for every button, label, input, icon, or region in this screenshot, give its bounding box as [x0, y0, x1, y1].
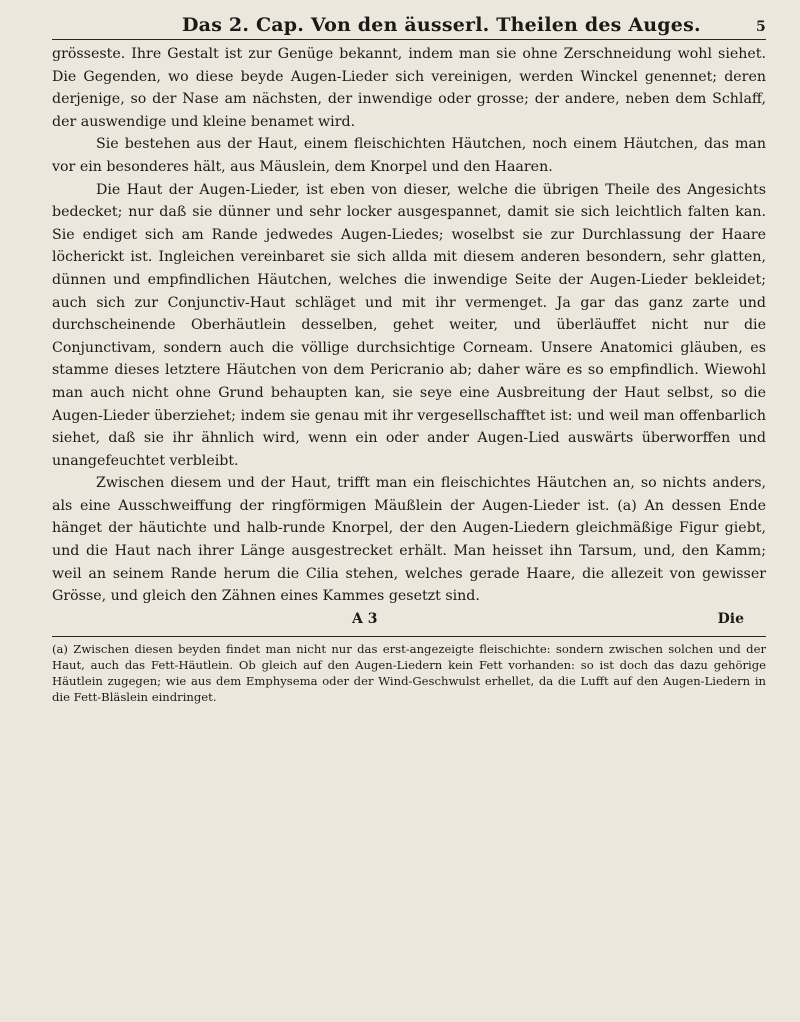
paragraph: Sie bestehen aus der Haut, einem fleischichten Häutchen, noch einem Häutchen, das man vor ein besonderes hält, aus Mäuslein, dem Knorpel und den Haaren.: [52, 136, 766, 175]
footnote-rule: [52, 636, 766, 637]
page-number: 5: [756, 19, 766, 35]
running-header: [52, 10, 766, 39]
footnote: (a) Zwischen diesen beyden findet man nicht nur das erst-angezeigte fleischichte: sondern zwischen solchen und der Haut, auch das Fett-Häutlein. Ob gleich auf den Augen-Liedern kein Fett vorhanden: so ist doch das dazu gehörige Häutlein zugegen; wie aus dem Emphysema oder der Wind-Geschwulst erhellet, da die Lufft auf den Augen-Liedern in die Fett-Bläslein eindringet.: [52, 641, 766, 705]
main-text: [52, 43, 766, 608]
catchline: [52, 608, 766, 630]
header-rule: [52, 39, 766, 40]
catchword: Die: [717, 610, 744, 627]
signature-mark: A 3: [352, 610, 378, 627]
paragraph: grösseste. Ihre Gestalt ist zur Genüge bekannt, indem man sie ohne Zerschneidung wohl siehet. Die Gegenden, wo diese beyde Augen-Lieder sich vereinigen, werden Winckel genennet; deren derjenige, so der Nase am nächsten, der inwendige oder grosse; der andere, neben dem Schlaff, der auswendige und kleine benamet wird.: [52, 46, 766, 130]
header-title: Das 2. Cap. Von den äusserl. Theilen des Auges.: [182, 14, 701, 36]
paragraph: Zwischen diesem und der Haut, trifft man ein fleischichtes Häutchen an, so nichts anders, als eine Ausschweiffung der ringförmigen Mäußlein der Augen-Lieder ist. (a) An dessen Ende hänget der häutichte und halb-runde Knorpel, der den Augen-Liedern gleichmäßige Figur giebt, und die Haut nach ihrer Länge ausgestrecket erhält. Man heisset ihn Tarsum, und, den Kamm; weil an seinem Rande herum die Cilia stehen, welches gerade Haare, die allezeit von gewisser Grösse, und gleich den Zähnen eines Kammes gesetzt sind.: [52, 475, 766, 605]
paragraph: Die Haut der Augen-Lieder, ist eben von dieser, welche die übrigen Theile des Angesichts bedecket; nur daß sie dünner und sehr locker ausgespannet, damit sie sich leichtlich falten kan. Sie endiget sich am Rande jedwedes Augen-Liedes; woselbst sie zur Durchlassung der Haare löcherickt ist. Ingleichen vereinbaret sie sich allda mit diesem anderen besondern, sehr glatten, dünnen und empfindlichen Häutchen, welches die inwendige Seite der Augen-Lieder bekleidet; auch sich zur Conjunctiv-Haut schläget und mit ihr vermenget. Ja gar das ganz zarte und durchscheinende Oberhäutlein desselben, gehet weiter, und überläuffet nicht nur die Conjunctivam, sondern auch die völlige durchsichtige Corneam. Unsere Anatomici gläuben, es stamme dieses letztere Häutchen von dem Pericranio ab; daher wäre es so empfindlich. Wiewohl man auch nicht ohne Grund behaupten kan, sie seye eine Ausbreitung der Haut selbst, so die Augen-Lieder überziehet; indem sie genau mit ihr vergesellschafftet ist: und weil man offenbarlich siehet, daß sie ihr ähnlich wird, wenn ein oder ander Augen-Lied auswärts überworffen und unangefeuchtet verbleibt.: [52, 181, 766, 469]
